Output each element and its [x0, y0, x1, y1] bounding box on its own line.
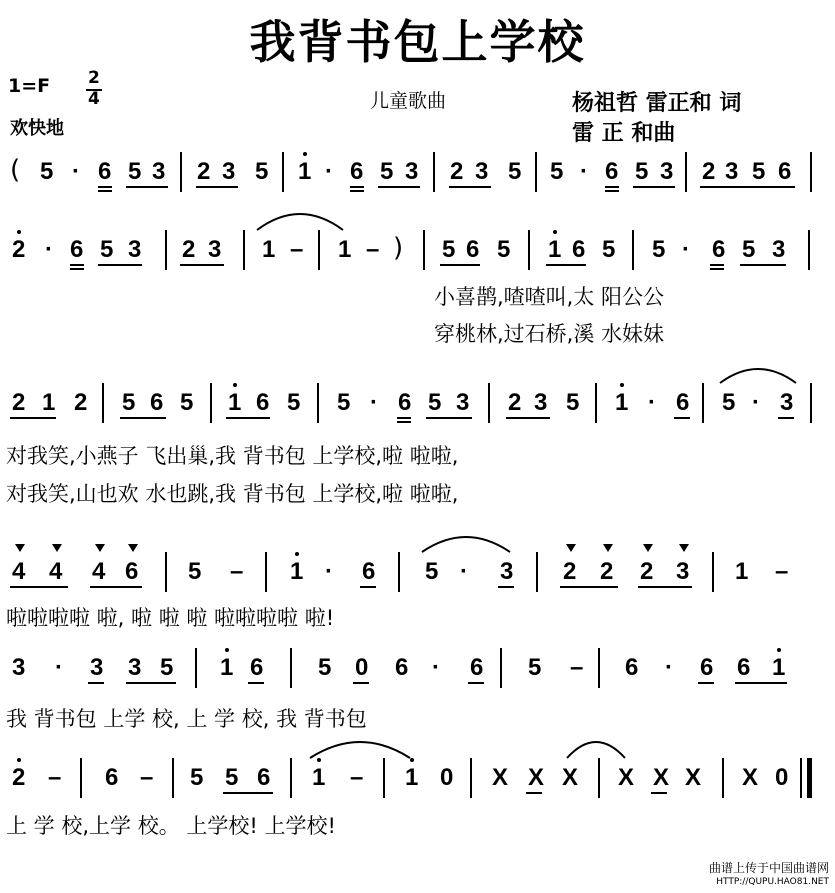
dash: –: [230, 558, 244, 585]
note: 6: [150, 389, 164, 416]
note: 6: [712, 236, 726, 263]
percussion-x: X: [685, 764, 702, 791]
underline: [605, 190, 619, 192]
underline: [397, 417, 411, 419]
high-octave-dot: [553, 230, 557, 234]
percussion-x: X: [528, 764, 545, 791]
note: 6: [256, 389, 270, 416]
lyrics-verse-2: 对我笑,山也欢 水也跳,我 背书包 上学校,啦 啦啦,: [6, 482, 459, 506]
underline: [120, 417, 166, 419]
note: 5: [528, 654, 542, 681]
underline: [10, 417, 56, 419]
note: 5: [752, 158, 766, 185]
note: 3: [500, 558, 514, 585]
dash: –: [570, 654, 584, 681]
note: 6: [257, 764, 271, 791]
note: 5: [566, 389, 580, 416]
underline: [440, 264, 480, 266]
note: 1: [548, 236, 562, 263]
underline: [735, 682, 787, 684]
barline: [536, 552, 538, 592]
underline: [740, 264, 786, 266]
underline: [468, 682, 484, 684]
barline: [722, 758, 724, 798]
barline: [712, 552, 714, 592]
barline: [243, 230, 245, 270]
percussion-x: X: [618, 764, 635, 791]
barline: [685, 152, 687, 192]
percussion-x: X: [492, 764, 509, 791]
barline: [423, 230, 425, 270]
note: 1: [228, 389, 242, 416]
barline: [808, 230, 810, 270]
dot-note: ·: [665, 654, 673, 681]
note: 6: [676, 389, 690, 416]
composer-credit: 雷 正 和曲: [572, 121, 676, 146]
barline: [210, 383, 212, 423]
accent-mark: [95, 544, 105, 552]
score-row-6: [0, 758, 835, 818]
dash: –: [48, 764, 62, 791]
note: 5: [318, 654, 332, 681]
high-octave-dot: [410, 758, 414, 762]
note: 5: [508, 158, 522, 185]
slur: [420, 530, 512, 554]
note: 1: [220, 654, 234, 681]
underline: [778, 417, 794, 419]
barline: [290, 758, 292, 798]
underline: [196, 186, 238, 188]
note: 1: [772, 654, 786, 681]
note: 2: [600, 558, 614, 585]
slur: [565, 734, 627, 760]
note: 6: [98, 158, 112, 185]
dot-note: ·: [432, 654, 440, 681]
dot-note: ·: [45, 236, 53, 263]
note: 2: [12, 389, 26, 416]
underline: [710, 264, 724, 266]
note: 5: [122, 389, 136, 416]
underline: [126, 186, 168, 188]
underline: [360, 586, 376, 588]
note: 6: [70, 236, 84, 263]
underline: [350, 186, 364, 188]
close-paren: ): [393, 233, 404, 263]
high-octave-dot: [303, 152, 307, 156]
barline: [282, 152, 284, 192]
barline: [535, 152, 537, 192]
note: 6: [700, 654, 714, 681]
slur: [718, 361, 798, 385]
barline: [180, 152, 182, 192]
note: 3: [128, 236, 142, 263]
percussion-x: X: [742, 764, 759, 791]
note: 3: [152, 158, 166, 185]
note: 2: [182, 236, 196, 263]
underline: [449, 186, 491, 188]
accent-mark: [679, 544, 689, 552]
footer-watermark: [709, 861, 829, 889]
barline: [290, 648, 292, 688]
note: 5: [190, 764, 204, 791]
dot-note: ·: [72, 158, 80, 185]
note: 0: [775, 764, 789, 791]
underline: [526, 792, 542, 794]
note: 3: [725, 158, 739, 185]
barline: [598, 758, 600, 798]
time-signature-bottom: 4: [88, 89, 100, 109]
note: 3: [405, 158, 419, 185]
barline: [102, 383, 104, 423]
note: 2: [450, 158, 464, 185]
barline: [488, 383, 490, 423]
footer-line-1: 曲谱上传于中国曲谱网: [708, 861, 829, 875]
score-row-3: [0, 383, 835, 443]
note: 6: [605, 158, 619, 185]
note: 1: [298, 158, 312, 185]
high-octave-dot: [225, 648, 229, 652]
underline: [98, 186, 112, 188]
open-paren: (: [10, 155, 21, 185]
underline: [180, 264, 224, 266]
dash: –: [350, 764, 364, 791]
note: 5: [497, 236, 511, 263]
underline: [98, 190, 112, 192]
note: 5: [652, 236, 666, 263]
note: 3: [208, 236, 222, 263]
accent-mark: [643, 544, 653, 552]
underline: [10, 586, 68, 588]
underline: [506, 417, 550, 419]
underline: [248, 682, 264, 684]
note: 2: [12, 764, 26, 791]
note: 5: [442, 236, 456, 263]
lyrics-verse-2: 穿桃林,过石桥,溪 水妹妹: [434, 322, 665, 346]
lyrics-verse-1: 小喜鹊,喳喳叫,太 阳公公: [434, 285, 665, 309]
dash: –: [290, 236, 304, 263]
note: 6: [250, 654, 264, 681]
high-octave-dot: [17, 758, 21, 762]
note: 6: [572, 236, 586, 263]
note: 6: [105, 764, 119, 791]
note: 6: [125, 558, 139, 585]
tempo-marking: 欢快地: [10, 118, 64, 139]
note: 3: [772, 236, 786, 263]
final-barline-thick: [807, 758, 812, 798]
note: 5: [100, 236, 114, 263]
barline: [433, 152, 435, 192]
note: 5: [425, 558, 439, 585]
slur: [255, 206, 345, 232]
note: 5: [337, 389, 351, 416]
underline: [88, 682, 104, 684]
underline: [397, 421, 411, 423]
barline: [265, 552, 267, 592]
lyrics-verse-1: 对我笑,小燕子 飞出巢,我 背书包 上学校,啦 啦啦,: [6, 444, 459, 468]
barline: [383, 758, 385, 798]
dot-note: ·: [325, 158, 333, 185]
barline: [80, 758, 82, 798]
note: 3: [676, 558, 690, 585]
barline: [810, 152, 812, 192]
underline: [560, 586, 618, 588]
barline: [528, 230, 530, 270]
note: 6: [737, 654, 751, 681]
note: 3: [660, 158, 674, 185]
note: 1: [735, 558, 749, 585]
slur: [308, 734, 412, 760]
note: 1: [615, 389, 629, 416]
underline: [605, 186, 619, 188]
note: 5: [160, 654, 174, 681]
underline: [378, 186, 420, 188]
underline: [223, 792, 273, 794]
note: 5: [188, 558, 202, 585]
underline: [426, 417, 472, 419]
barline: [500, 648, 502, 688]
barline: [632, 230, 634, 270]
note: 2: [563, 558, 577, 585]
underline: [700, 186, 795, 188]
score-row-5: [0, 648, 835, 708]
underline: [98, 264, 142, 266]
barline: [598, 648, 600, 688]
dot-note: ·: [460, 558, 468, 585]
lyricist-credit: 杨祖哲 雷正和 词: [572, 91, 742, 116]
accent-mark: [15, 544, 25, 552]
final-barline-thin: [800, 758, 802, 798]
lyrics-verse-1: 啦啦啦啦 啦, 啦 啦 啦 啦啦啦啦 啦!: [6, 606, 335, 630]
score-row-1: [0, 152, 835, 212]
note: 3: [456, 389, 470, 416]
barline: [195, 648, 197, 688]
note: 2: [702, 158, 716, 185]
note: 6: [778, 158, 792, 185]
accent-mark: [52, 544, 62, 552]
note: 5: [722, 389, 736, 416]
score-row-2: [0, 230, 835, 290]
note: 5: [428, 389, 442, 416]
accent-mark: [128, 544, 138, 552]
accent-mark: [566, 544, 576, 552]
lyrics-verse-1: 上 学 校,上学 校。 上学校! 上学校!: [6, 814, 336, 838]
note: 1: [312, 764, 326, 791]
note: 1: [42, 389, 56, 416]
note: 3: [534, 389, 548, 416]
note: 2: [508, 389, 522, 416]
note: 5: [287, 389, 301, 416]
percussion-x: X: [562, 764, 579, 791]
dash: –: [775, 558, 789, 585]
percussion-x: X: [653, 764, 670, 791]
note: 5: [602, 236, 616, 263]
note: 6: [398, 389, 412, 416]
underline: [70, 268, 84, 270]
barline: [595, 383, 597, 423]
note: 6: [395, 654, 409, 681]
underline: [126, 682, 176, 684]
lyrics-verse-1: 我 背书包 上学 校, 上 学 校, 我 背书包: [6, 707, 367, 731]
note: 2: [12, 236, 26, 263]
note: 5: [225, 764, 239, 791]
note: 5: [380, 158, 394, 185]
barline: [317, 383, 319, 423]
underline: [633, 186, 675, 188]
barline: [165, 552, 167, 592]
note: 6: [466, 236, 480, 263]
note: 5: [180, 389, 194, 416]
dot-note: ·: [580, 158, 588, 185]
dot-note: ·: [682, 236, 690, 263]
dot-note: ·: [752, 389, 760, 416]
underline: [350, 190, 364, 192]
barline: [165, 230, 167, 270]
note: 4: [92, 558, 106, 585]
note: 1: [290, 558, 304, 585]
genre-label: 儿童歌曲: [370, 90, 447, 112]
underline: [546, 264, 586, 266]
note: 6: [470, 654, 484, 681]
barline: [318, 230, 320, 270]
time-signature-top: 2: [88, 68, 100, 88]
note: 6: [625, 654, 639, 681]
dot-note: ·: [325, 558, 333, 585]
underline: [353, 682, 369, 684]
note: 1: [262, 236, 276, 263]
note: 3: [222, 158, 236, 185]
note: 1: [405, 764, 419, 791]
dot-note: ·: [648, 389, 656, 416]
high-octave-dot: [620, 383, 624, 387]
dash: –: [366, 236, 380, 263]
barline: [810, 383, 812, 423]
underline: [651, 792, 667, 794]
underline: [638, 586, 692, 588]
note: 2: [74, 389, 88, 416]
note: 1: [338, 236, 352, 263]
underline: [710, 268, 724, 270]
dot-note: ·: [370, 389, 378, 416]
dot-note: ·: [55, 654, 63, 681]
note: 3: [475, 158, 489, 185]
underline: [674, 417, 690, 419]
note: 5: [742, 236, 756, 263]
underline: [70, 264, 84, 266]
note: 5: [255, 158, 269, 185]
note: 5: [550, 158, 564, 185]
note: 3: [90, 654, 104, 681]
note: 2: [197, 158, 211, 185]
dash: –: [140, 764, 154, 791]
underline: [90, 586, 142, 588]
note: 3: [128, 654, 142, 681]
underline: [698, 682, 714, 684]
barline: [398, 552, 400, 592]
note: 6: [362, 558, 376, 585]
note: 0: [440, 764, 454, 791]
note: 4: [49, 558, 63, 585]
barline: [172, 758, 174, 798]
note: 0: [355, 654, 369, 681]
underline: [226, 417, 270, 419]
note: 3: [780, 389, 794, 416]
note: 6: [350, 158, 364, 185]
note: 2: [640, 558, 654, 585]
barline: [702, 383, 704, 423]
key-signature: 1=F: [8, 75, 51, 97]
high-octave-dot: [17, 230, 21, 234]
footer-line-2: HTTP://QUPU.HAO81.NET: [716, 877, 829, 887]
note: 3: [12, 654, 26, 681]
barline: [470, 758, 472, 798]
underline: [498, 586, 514, 588]
note: 5: [40, 158, 54, 185]
high-octave-dot: [295, 552, 299, 556]
page-title: 我背书包上学校: [249, 15, 586, 69]
note: 4: [12, 558, 26, 585]
high-octave-dot: [233, 383, 237, 387]
accent-mark: [603, 544, 613, 552]
high-octave-dot: [317, 758, 321, 762]
note: 5: [128, 158, 142, 185]
note: 5: [635, 158, 649, 185]
high-octave-dot: [777, 648, 781, 652]
